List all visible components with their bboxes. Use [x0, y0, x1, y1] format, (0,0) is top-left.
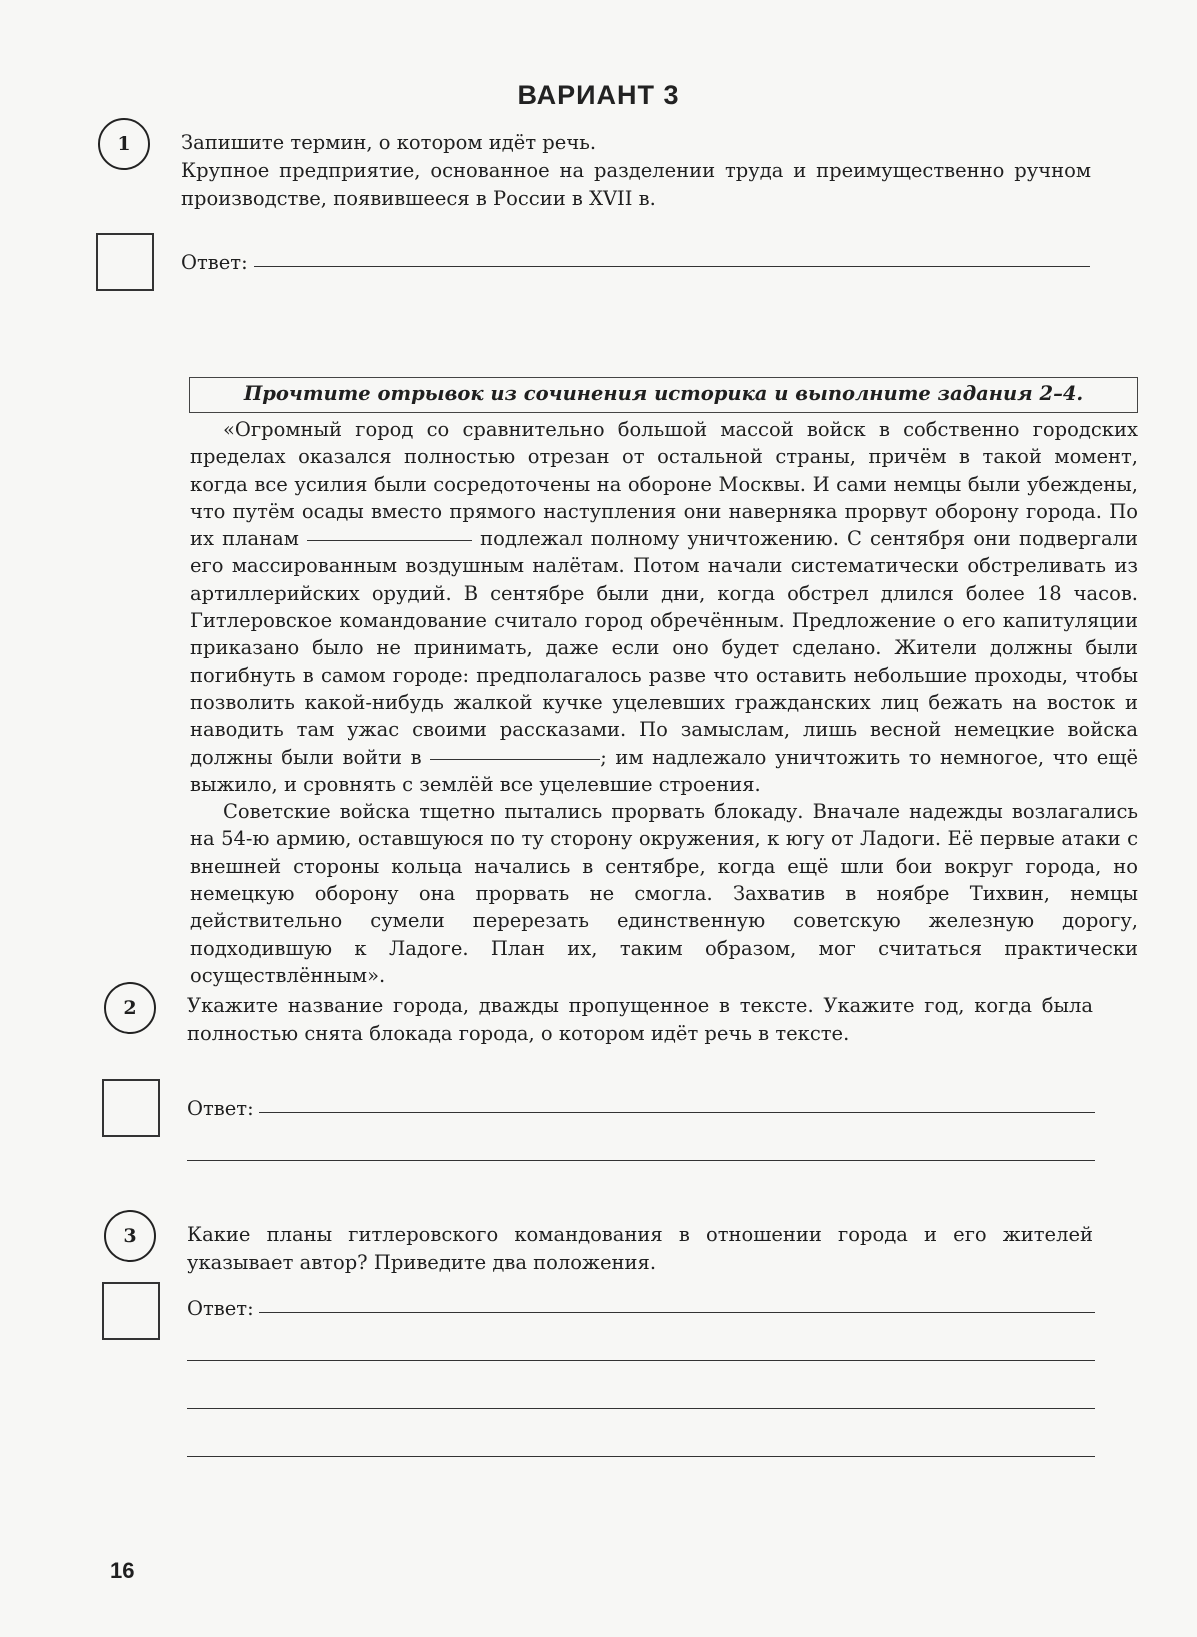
- passage-paragraph-2: Советские войска тщетно пытались прорвать блокаду. Вначале надежды возлагались на 54-ю армию, оставшуюся по ту сторону окружения, к югу от Ладоги. Её первые атаки с внешней стороны кольца начались в сентябре, когда ещё шли бои вокруг города, но немецкую оборону она прорвать не смогла. Захватив в ноябре Тихвин, немцы действительно сумели перерезать единственную советскую железную дорогу, подходившую к Ладоге. План их, таким образом, мог считаться практически осуществлённым».: [190, 800, 1138, 987]
- answer-label-2: Ответ:: [187, 1097, 254, 1120]
- answer-label-1: Ответ:: [181, 251, 248, 274]
- task-number-1: 1: [98, 118, 150, 170]
- passage-instruction: Прочтите отрывок из сочинения историка и выполните задания 2–4.: [189, 377, 1138, 413]
- answer-box-3[interactable]: [102, 1282, 160, 1340]
- task-number-3: 3: [104, 1210, 156, 1262]
- blank-city-1[interactable]: [307, 540, 472, 541]
- task-2-text: Укажите название города, дважды пропущенное в тексте. Укажите год, когда была полностью снята блокада города, о котором идёт речь в тексте.: [187, 994, 1093, 1045]
- blank-city-2[interactable]: [430, 759, 600, 760]
- task-3-text: Какие планы гитлеровского командования в отношении города и его жителей указывает автор? Приведите два положения.: [187, 1223, 1093, 1274]
- answer-line-1[interactable]: [254, 266, 1090, 267]
- answer-line-3c[interactable]: [187, 1408, 1095, 1409]
- passage-p1-part-c: ; им надлежало уничтожить то немногое, что ещё выжило, и сровнять с землёй все уцелевшие строения.: [190, 745, 1138, 796]
- answer-line-3a[interactable]: [259, 1312, 1095, 1313]
- passage-paragraph-1: [190, 416, 1138, 798]
- task-1-instruction: Запишите термин, о котором идёт речь.: [181, 131, 597, 154]
- answer-line-3d[interactable]: [187, 1456, 1095, 1457]
- answer-line-2b[interactable]: [187, 1160, 1095, 1161]
- passage-p1-part-b: подлежал полному уничтожению. С сентября они подвергали его массированным воздушным налётам. Потом начали систематически обстреливать из артиллерийских орудий. В сентябре были дни, когда обстрел длился более 18 часов. Гитлеровское командование считало город обречённым. Предложение о его капитуляции приказано было не принимать, даже если оно будет сделано. Жители должны были погибнуть в самом городе: предполагалось разве что оставить небольшие проходы, чтобы позволить какой-нибудь жалкой кучке уцелевших гражданских лиц бежать на восток и наводить там ужас своими рассказами. По замыслам, лишь весной немецкие войска должны были войти в: [190, 527, 1138, 769]
- task-1-text: [181, 129, 1091, 213]
- historian-passage: [190, 416, 1138, 989]
- answer-line-2a[interactable]: [259, 1112, 1095, 1113]
- answer-box-2[interactable]: [102, 1079, 160, 1137]
- answer-box-1[interactable]: [96, 233, 154, 291]
- answer-label-3: Ответ:: [187, 1297, 254, 1320]
- passage-p1-part-a: «Огромный город со сравнительно большой массой войск в собственно городских пределах оказался полностью отрезан от остальной страны, причём в такой момент, когда все усилия были сосредоточены на обороне Москвы. И сами немцы были убеждены, что путём осады вместо прямого наступления они наверняка прорвут оборону города. По их планам: [190, 418, 1138, 551]
- page-number: 16: [110, 1558, 135, 1583]
- answer-line-3b[interactable]: [187, 1360, 1095, 1361]
- task-1-definition: Крупное предприятие, основанное на разделении труда и преимущественно ручном производстве, появившееся в России в XVII в.: [181, 159, 1091, 210]
- task-number-2: 2: [104, 982, 156, 1034]
- page-title: ВАРИАНТ 3: [517, 80, 680, 110]
